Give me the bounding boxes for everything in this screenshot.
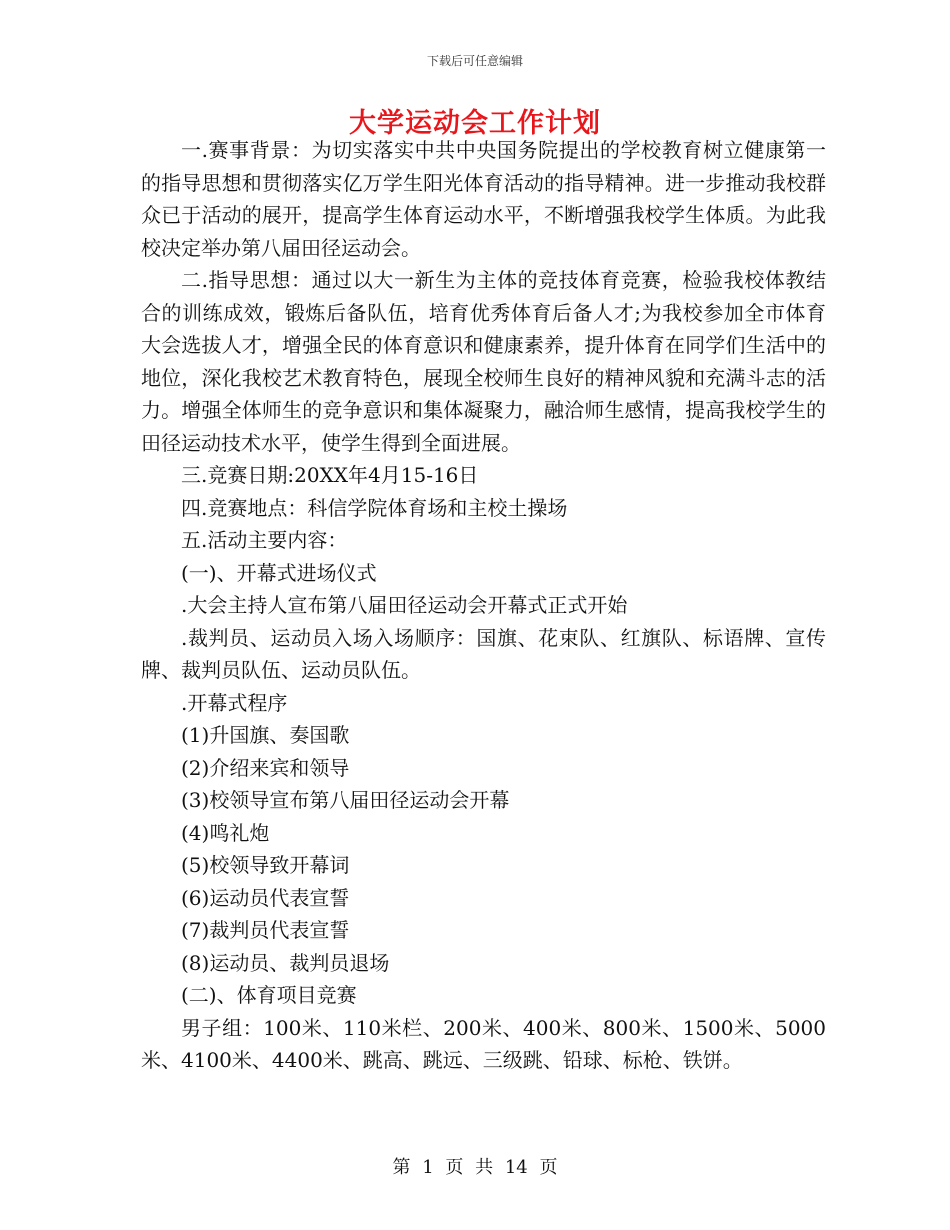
document-title: 大学运动会工作计划 [349,108,601,139]
paragraph-background: 一.赛事背景：为切实落实中共中央国务院提出的学校教育树立健康第一的指导思想和贯彻落实亿万学生阳光体育活动的指导精神。进一步推动我校群众已于活动的展开，提高学生体育运动水平，不断增强我校学生体质。为此我校决定举办第八届田径运动会。 [141,138,826,260]
list-item: (8)运动员、裁判员退场 [181,950,390,975]
paragraph-mens-group: 男子组：100米、110米栏、200米、400米、800米、1500米、5000米、4100米、4400米、跳高、跳远、三级跳、铅球、标枪、铁饼。 [141,1015,826,1072]
list-item: (4)鸣礼炮 [181,820,270,845]
list-item: (6)运动员代表宣誓 [181,885,350,910]
paragraph-sports-events: (二)、体育项目竞赛 [181,983,357,1007]
paragraph-entry-order: .裁判员、运动员入场入场顺序：国旗、花束队、红旗队、标语牌、宣传牌、裁判员队伍、运动员队伍。 [141,625,826,682]
list-item: (3)校领导宣布第八届田径运动会开幕 [181,788,510,812]
paragraph-guiding-thought: 二.指导思想：通过以大一新生为主体的竞技体育竞赛，检验我校体教结合的训练成效，锻炼后备队伍，培育优秀体育后备人才;为我校参加全市体育大会选拔人才，增强全民的体育意识和健康素养，提升体育在同学们生活中的地位，深化我校艺术教育特色，展现全校师生良好的精神风貌和充满斗志的活力。增强全体师生的竞争意识和集体凝聚力，融洽师生感情，提高我校学生的田径运动技术水平，使学生得到全面进展。 [141,268,826,455]
paragraph-host-announcement: .大会主持人宣布第八届田径运动会开幕式正式开始 [181,593,628,617]
header-note: 下载后可任意编辑 [426,54,523,68]
list-item: (7)裁判员代表宣誓 [181,918,350,942]
list-item: (2)介绍来宾和领导 [181,755,350,780]
paragraph-ceremony-program: .开幕式程序 [181,690,288,715]
document-body [141,134,826,1077]
list-item: (5)校领导致开幕词 [181,853,350,877]
paragraph-opening-ceremony: (一)、开幕式进场仪式 [181,560,377,585]
paragraph-main-content: 五.活动主要内容： [181,528,348,552]
paragraph-location: 四.竞赛地点：科信学院体育场和主校土操场 [181,495,568,520]
paragraph-date: 三.竞赛日期:20XX年4月15-16日 [181,463,479,487]
list-item: (1)升国旗、奏国歌 [181,723,350,747]
page-footer: 第 1 页 共 14 页 [392,1157,558,1178]
